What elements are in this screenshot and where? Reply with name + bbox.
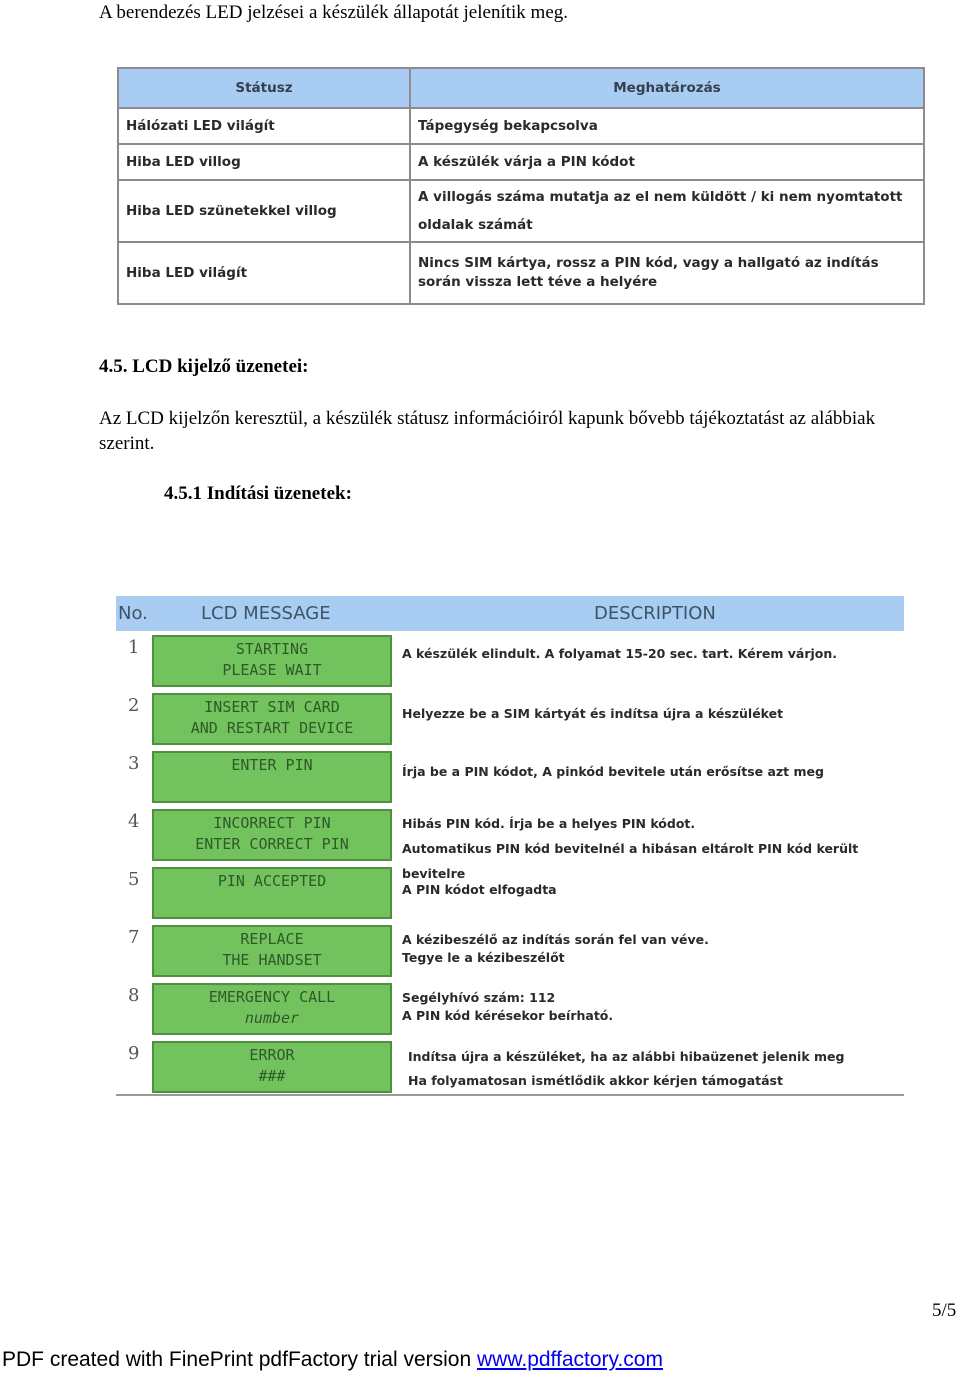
- table-row: [116, 983, 904, 1038]
- lcd-screen: [152, 751, 392, 803]
- lcd-line-1: INCORRECT PIN: [213, 814, 331, 832]
- table-row: [116, 751, 904, 806]
- row-description: [402, 645, 902, 663]
- row-number: 1: [128, 637, 140, 658]
- lcd-table-header: [116, 596, 904, 631]
- row-description: [402, 989, 902, 1025]
- lcd-line-2: PLEASE WAIT: [222, 661, 322, 679]
- row-description: [402, 931, 902, 967]
- lcd-screen: [152, 983, 392, 1035]
- desc-line-1: Írja be a PIN kódot, A pinkód bevitele után erősítse azt meg: [402, 764, 824, 779]
- desc-line-1: A PIN kódot elfogadta: [402, 882, 557, 897]
- led-status-cell: Hálózati LED világít: [118, 108, 410, 144]
- lcd-screen: [152, 809, 392, 861]
- row-number: 2: [128, 695, 140, 716]
- row-description: [408, 1045, 908, 1093]
- lcd-line-2: number: [244, 1009, 300, 1027]
- body-paragraph: Az LCD kijelzőn keresztül, a készülék státusz információiról kapunk bővebb tájékoztatást az alábbiak szerint.: [99, 408, 876, 454]
- table-row: [118, 108, 924, 144]
- desc-line-1: Segélyhívó szám: 112: [402, 990, 556, 1005]
- led-header-status: Státusz: [118, 68, 410, 108]
- desc-line-2: Automatikus PIN kód bevitelnél a hibásan eltárolt PIN kód került bevitelre: [402, 841, 859, 881]
- lcd-line-1: EMERGENCY CALL: [208, 988, 336, 1006]
- table-row: [116, 693, 904, 748]
- led-desc-cell: A készülék várja a PIN kódot: [410, 144, 924, 180]
- footer-link[interactable]: www.pdffactory.com: [477, 1348, 663, 1371]
- lcd-line-1: STARTING: [235, 640, 309, 658]
- row-description: [402, 881, 902, 899]
- header-lcd-message: LCD MESSAGE: [201, 603, 331, 624]
- lcd-line-1: INSERT SIM CARD: [204, 698, 340, 716]
- desc-line-1: A készülék elindult. A folyamat 15-20 sec. tart. Kérem várjon.: [402, 646, 838, 661]
- lcd-line-2: THE HANDSET: [222, 951, 322, 969]
- header-description: DESCRIPTION: [594, 603, 716, 624]
- led-table-header-row: [118, 68, 924, 108]
- row-number: 5: [128, 869, 140, 890]
- lcd-screen: [152, 693, 392, 745]
- table-row: [116, 1041, 904, 1096]
- lcd-screen: [152, 635, 392, 687]
- lcd-message-table: [116, 596, 904, 1096]
- table-row: [116, 867, 904, 922]
- lcd-line-1: PIN ACCEPTED: [217, 872, 327, 890]
- lcd-line-2: ###: [258, 1067, 286, 1085]
- table-row: [116, 635, 904, 690]
- lcd-screen: [152, 925, 392, 977]
- header-no: No.: [118, 603, 148, 624]
- desc-line-1: Helyezze be a SIM kártyát és indítsa újra a készüléket: [402, 706, 784, 721]
- desc-line-1: A kézibeszélő az indítás során fel van véve.: [402, 932, 709, 947]
- section-heading: 4.5. LCD kijelző üzenetei:: [99, 356, 309, 377]
- lcd-line-2: ENTER CORRECT PIN: [195, 835, 349, 853]
- desc-line-2: Ha folyamatosan ismétlődik akkor kérjen támogatást: [408, 1073, 783, 1088]
- table-row: [118, 144, 924, 180]
- desc-line-1: Indítsa újra a készüléket, ha az alábbi hibaüzenet jelenik meg: [408, 1049, 845, 1064]
- desc-line-2: Tegye le a kézibeszélőt: [402, 950, 565, 965]
- row-number: 8: [128, 985, 140, 1006]
- lcd-line-2: AND RESTART DEVICE: [190, 719, 354, 737]
- lcd-screen: [152, 867, 392, 919]
- table-row: [118, 242, 924, 304]
- led-desc-cell: Tápegység bekapcsolva: [410, 108, 924, 144]
- led-status-cell: Hiba LED villog: [118, 144, 410, 180]
- led-desc-cell: A villogás száma mutatja az el nem küldött / ki nem nyomtatott oldalak számát: [410, 180, 924, 242]
- table-row: [116, 925, 904, 980]
- led-header-description: Meghatározás: [410, 68, 924, 108]
- row-number: 9: [128, 1043, 140, 1064]
- row-description: [402, 705, 902, 723]
- row-number: 4: [128, 811, 140, 832]
- footer-text: PDF created with FinePrint pdfFactory trial version: [2, 1348, 472, 1371]
- intro-text: A berendezés LED jelzései a készülék állapotát jelenítik meg.: [99, 2, 568, 23]
- desc-line-1: Hibás PIN kód. Írja be a helyes PIN kódot.: [402, 816, 696, 831]
- led-desc-cell: Nincs SIM kártya, rossz a PIN kód, vagy a hallgató az indítás során vissza lett téve a helyére: [410, 242, 924, 304]
- led-status-cell: Hiba LED szünetekkel villog: [118, 180, 410, 242]
- page-number: 5/5: [932, 1300, 957, 1321]
- led-status-table: [117, 67, 925, 305]
- subsection-heading: 4.5.1 Indítási üzenetek:: [164, 483, 352, 504]
- lcd-line-1: ERROR: [249, 1046, 295, 1064]
- lcd-line-1: REPLACE: [240, 930, 304, 948]
- row-description: [402, 763, 902, 781]
- lcd-screen: [152, 1041, 392, 1093]
- desc-line-2: A PIN kód kérésekor beírható.: [402, 1008, 614, 1023]
- table-row: [118, 180, 924, 242]
- lcd-line-1: ENTER PIN: [231, 756, 313, 774]
- led-status-cell: Hiba LED világít: [118, 242, 410, 304]
- pdf-footer: [2, 1348, 663, 1372]
- row-number: 3: [128, 753, 140, 774]
- row-number: 7: [128, 927, 140, 948]
